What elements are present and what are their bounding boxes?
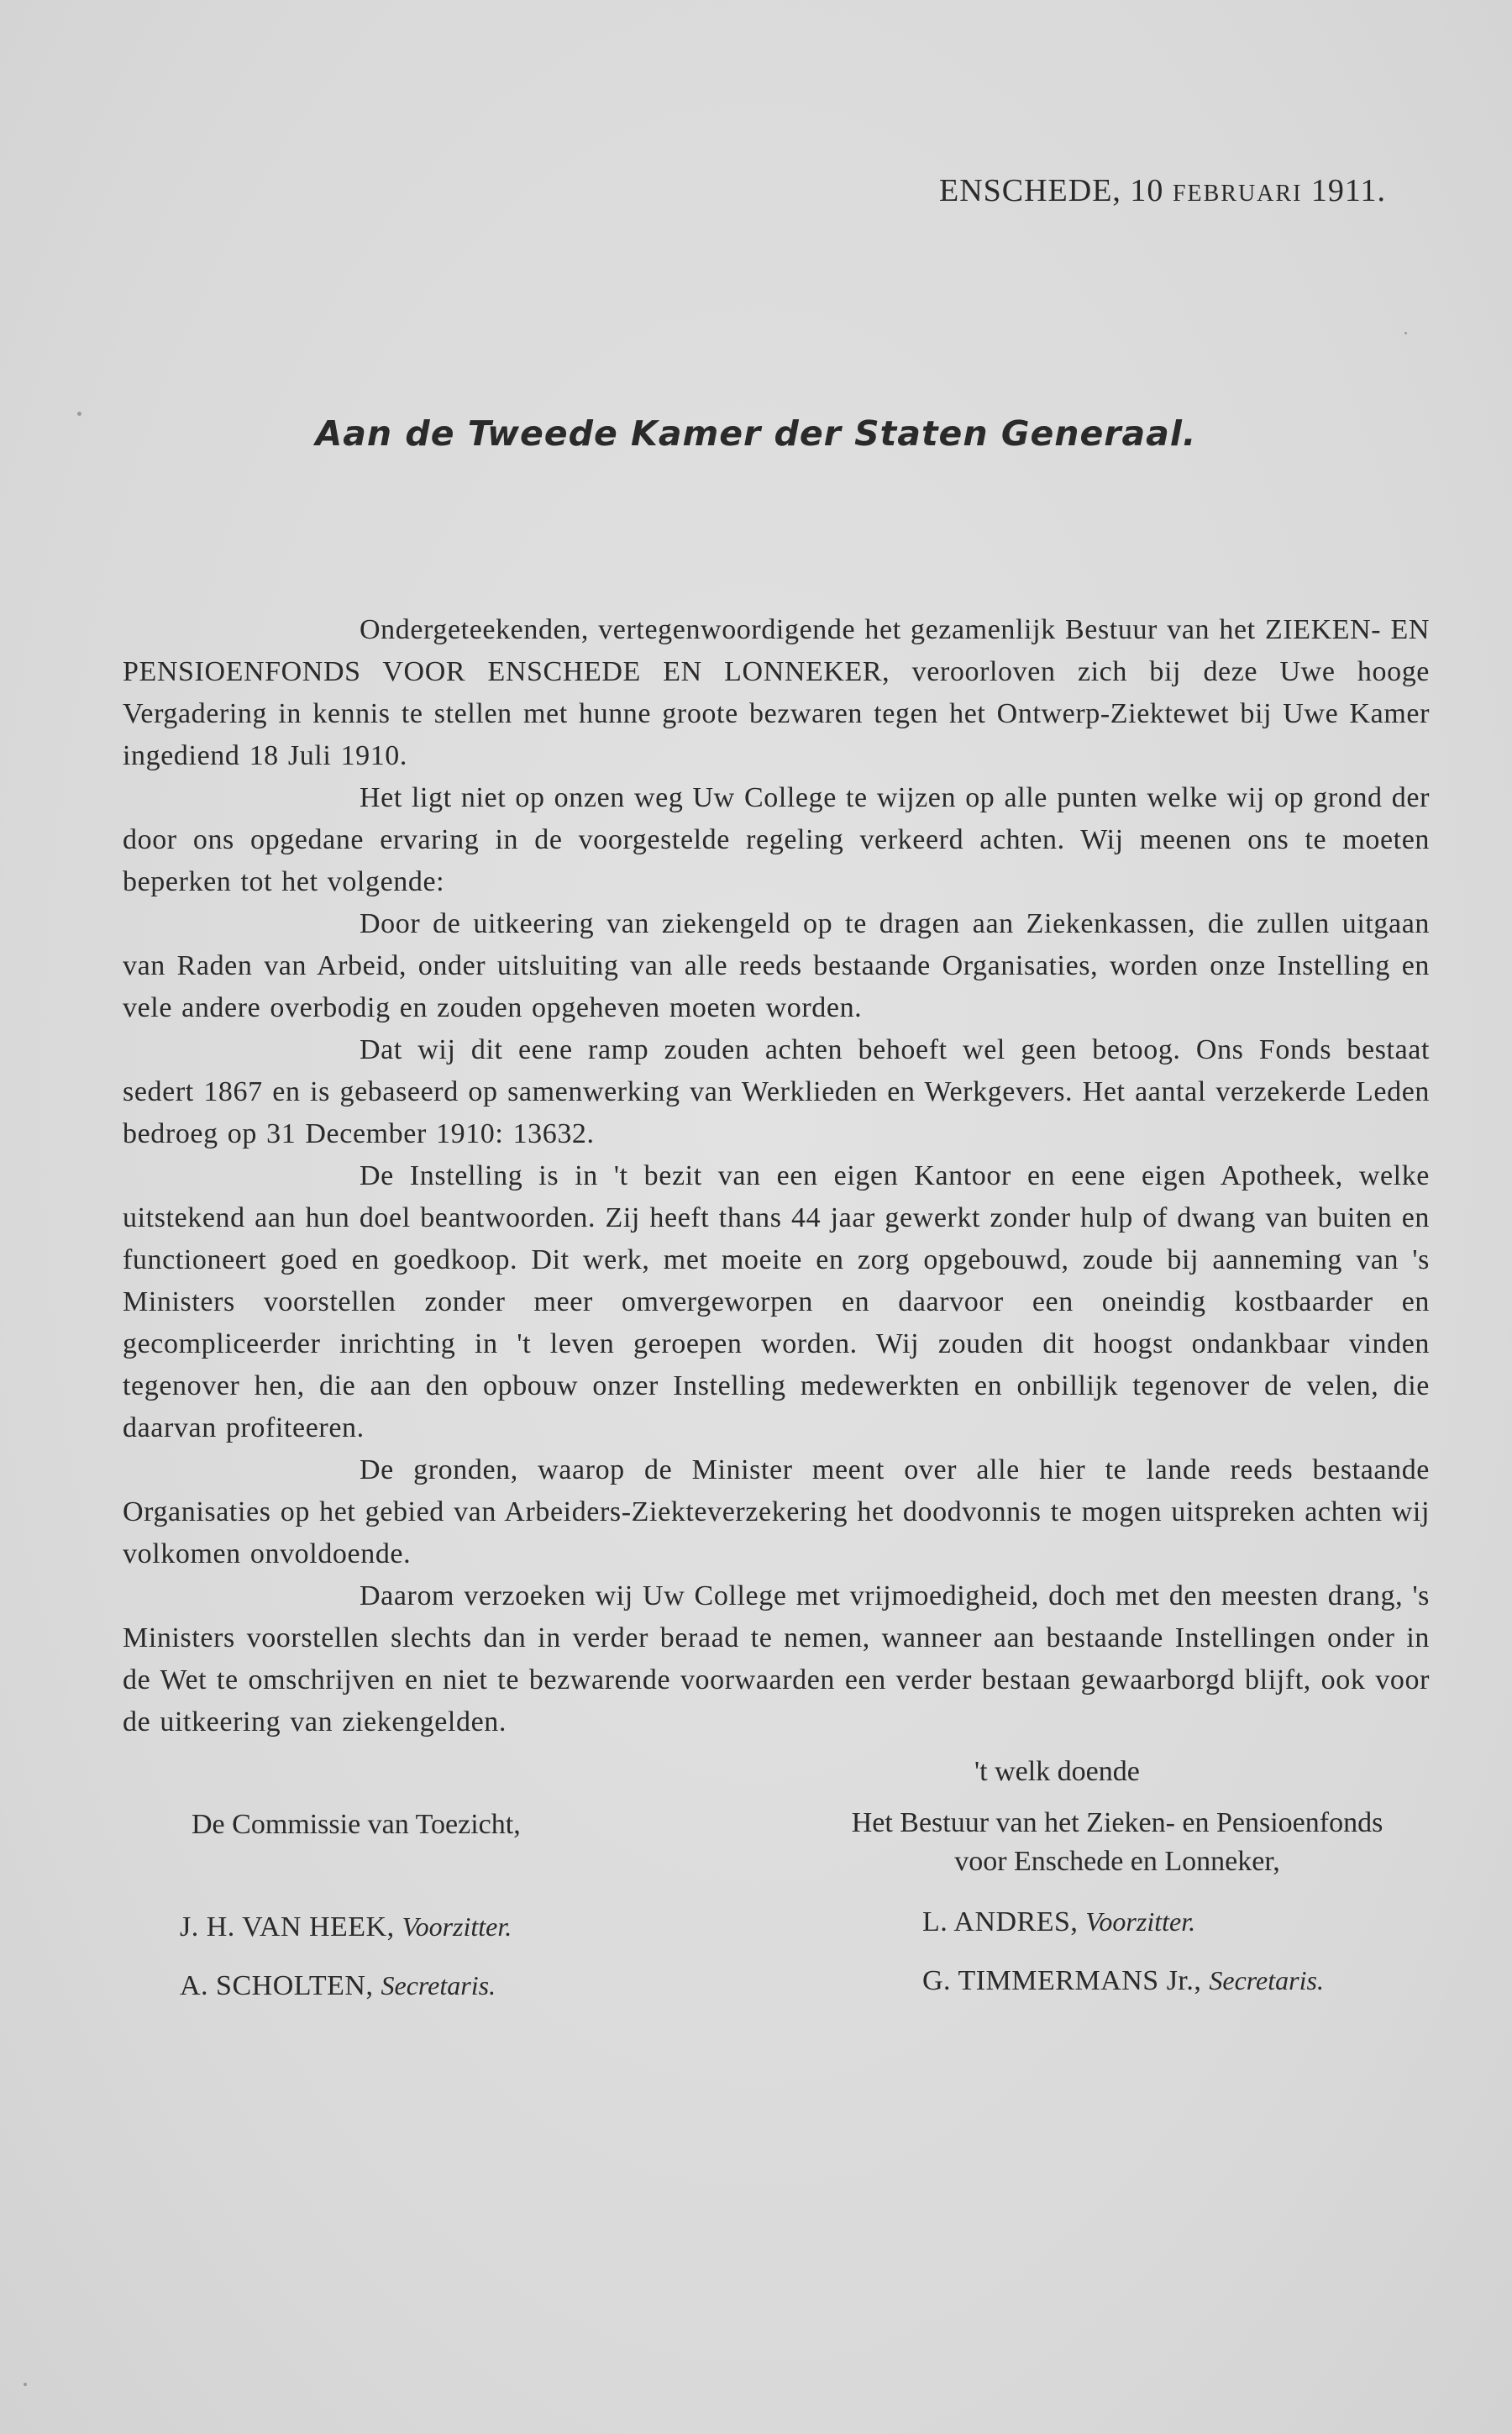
- paper-speck: [24, 2383, 27, 2386]
- signer-right-2: [922, 1965, 1324, 1997]
- letter-heading: Aan de Tweede Kamer der Staten Generaal.: [315, 413, 1197, 454]
- paragraph: De gronden, waarop de Minister meent over alle hier te lande reeds bestaande Organisaties op het gebied van Arbeiders-Ziekteverzekering het doodvonnis te mogen uitspreken achten wij volkomen onvoldoende.: [123, 1454, 1430, 1569]
- signer-name: L. ANDRES,: [922, 1906, 1086, 1937]
- paragraph: De Instelling is in 't bezit van een eigen Kantoor en eene eigen Apotheek, welke uitstekend aan hun doel beantwoorden. Zij heeft thans 44 jaar gewerkt zonder hulp of dwang van buiten en functioneert goed en goedkoop. Dit werk, met moeite en zorg opgebouwd, zoude bij aanneming van 's Ministers voorstellen zonder meer omvergeworpen en daarvoor een oneindig kostbaarder en gecompliceerder inrichting in 't leven geroepen worden. Wij zouden dit hoogst ondankbaar vinden tegenover hen, die aan den opbouw onzer Instelling medewerkten en onbillijk tegenover de velen, die daarvan profiteeren.: [123, 1160, 1430, 1443]
- date-place: ENSCHEDE, 10: [938, 173, 1173, 208]
- right-title-line1: Het Bestuur van het Zieken- en Pensioenfonds: [851, 1807, 1383, 1838]
- date-line: [939, 172, 1386, 209]
- paragraph: Door de uitkeering van ziekengeld op te dragen aan Ziekenkassen, die zullen uitgaan van Raden van Arbeid, onder uitsluiting van alle reeds bestaande Organisaties, worden onze Instelling en vele andere overbodig en zouden opgeheven moeten worden.: [123, 908, 1430, 1023]
- right-signatory-title: [722, 1804, 1512, 1881]
- signer-left-1: [180, 1911, 512, 1943]
- date-year: 1911.: [1302, 173, 1386, 208]
- signer-role: Secretaris.: [1209, 1965, 1324, 1995]
- signer-left-2: [180, 1970, 496, 2002]
- left-signatory-title: De Commissie van Toezicht,: [192, 1809, 521, 1840]
- paper-speck: [1404, 332, 1407, 334]
- signer-role: Voorzitter.: [1085, 1906, 1196, 1937]
- paragraph: Daarom verzoeken wij Uw College met vrijmoedigheid, doch met den meesten drang, 's Ministers voorstellen slechts dan in verder beraad te nemen, wanneer aan bestaande Instellingen onder in de Wet te omschrijven en niet te bezwarende voorwaarden een verder bestaan gewaarborgd blijft, ook voor de uitkeering van ziekengelden.: [123, 1580, 1430, 1737]
- closing-phrase: 't welk doende: [974, 1756, 1140, 1787]
- letter-body: [123, 609, 1430, 1743]
- paragraph: Ondergeteekenden, vertegenwoordigende het gezamenlijk Bestuur van het ZIEKEN- EN PENSIOENFONDS VOOR ENSCHEDE EN LONNEKER, veroorloven zich bij deze Uwe hooge Vergadering in kennis te stellen met hunne groote bezwaren tegen het Ontwerp-Ziektewet bij Uwe Kamer ingediend 18 Juli 1910.: [123, 614, 1430, 771]
- right-title-line2: voor Enschede en Lonneker,: [954, 1846, 1280, 1877]
- paragraph: Het ligt niet op onzen weg Uw College te wijzen op alle punten welke wij op grond der door ons opgedane ervaring in de voorgestelde regeling verkeerd achten. Wij meenen ons te moeten beperken tot het volgende:: [123, 782, 1430, 897]
- signer-name: A. SCHOLTEN,: [180, 1970, 381, 2001]
- signer-name: G. TIMMERMANS Jr.,: [922, 1965, 1210, 1996]
- signer-right-1: [922, 1906, 1195, 1938]
- signer-name: J. H. VAN HEEK,: [180, 1911, 402, 1942]
- signer-role: Secretaris.: [381, 1970, 496, 2000]
- paragraph: Dat wij dit eene ramp zouden achten behoeft wel geen betoog. Ons Fonds bestaat sedert 1867 en is gebaseerd op samenwerking van Werklieden en Werkgevers. Het aantal verzekerde Leden bedroeg op 31 December 1910: 13632.: [123, 1034, 1430, 1149]
- signer-role: Voorzitter.: [402, 1911, 512, 1942]
- date-month: FEBRUARI: [1172, 181, 1303, 207]
